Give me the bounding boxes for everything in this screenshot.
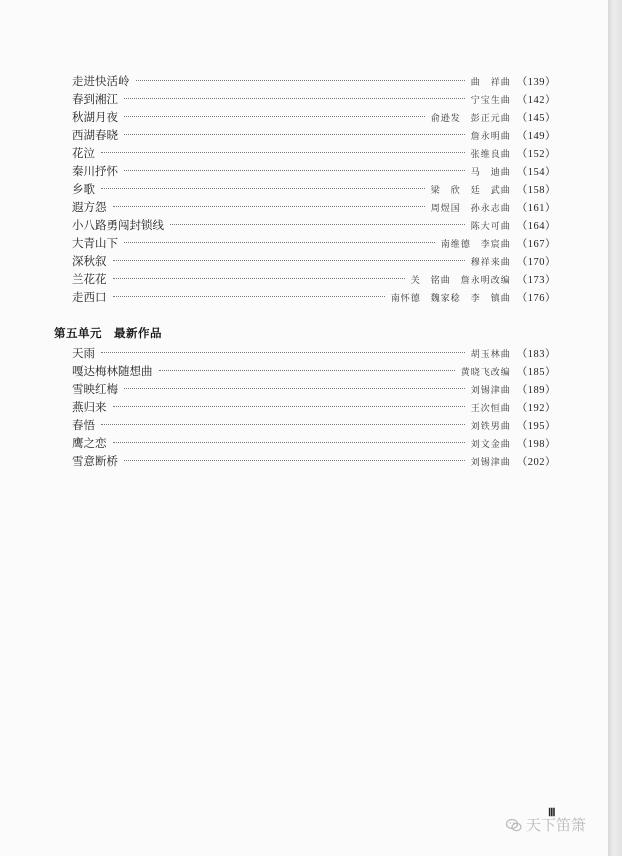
toc-entry[interactable] (72, 252, 556, 270)
composer-credit: 黄晓飞改编 (460, 368, 511, 378)
page-number: （173） (516, 275, 556, 286)
piece-title: 乡歌 (72, 182, 95, 196)
wechat-icon (506, 818, 522, 832)
toc-entry[interactable] (72, 90, 556, 108)
page-spine (608, 0, 622, 856)
composer-credit: 周煜国 孙永志曲 (430, 204, 511, 214)
composer-credit: 宁宝生曲 (470, 96, 511, 106)
dot-leader (124, 170, 465, 171)
page-number: （192） (516, 403, 556, 414)
dot-leader (101, 188, 425, 189)
toc-entry[interactable] (72, 288, 556, 306)
toc-list-unit-four (72, 72, 556, 306)
piece-title: 雪映红梅 (72, 382, 118, 396)
dot-leader (113, 206, 425, 207)
piece-title: 小八路勇闯封锁线 (72, 218, 164, 232)
page-number: （161） (516, 203, 556, 214)
piece-title: 燕归来 (72, 400, 107, 414)
piece-title: 秦川抒怀 (72, 164, 118, 178)
composer-credit: 张维良曲 (470, 150, 511, 160)
dot-leader (124, 388, 465, 389)
composer-credit: 刘铁男曲 (470, 422, 511, 432)
page-folio: Ⅲ (548, 807, 555, 819)
toc-list-unit-five (72, 344, 556, 470)
dot-leader (124, 242, 435, 243)
composer-credit: 南维德 李宸曲 (440, 240, 511, 250)
page-number: （198） (516, 439, 556, 450)
composer-credit: 俞逊发 彭正元曲 (430, 114, 511, 124)
toc-entry[interactable] (72, 198, 556, 216)
watermark-text: 天下笛箫 (526, 816, 587, 834)
toc-entry[interactable] (72, 380, 556, 398)
dot-leader (124, 460, 465, 461)
dot-leader (159, 370, 455, 371)
dot-leader (124, 116, 425, 117)
piece-title: 大青山下 (72, 236, 118, 250)
page-number: （176） (516, 293, 556, 304)
dot-leader (136, 80, 465, 81)
page-number: （195） (516, 421, 556, 432)
piece-title: 嘎达梅林随想曲 (72, 364, 153, 378)
piece-title: 花泣 (72, 146, 95, 160)
toc-entry[interactable] (72, 72, 556, 90)
piece-title: 雪意断桥 (72, 454, 118, 468)
toc-entry[interactable] (72, 144, 556, 162)
page-number: （189） (516, 385, 556, 396)
composer-credit: 刘文金曲 (470, 440, 511, 450)
dot-leader (113, 260, 465, 261)
piece-title: 遐方怨 (72, 200, 107, 214)
dot-leader (101, 152, 465, 153)
piece-title: 走进快活岭 (72, 74, 130, 88)
toc-entry[interactable] (72, 270, 556, 288)
composer-credit: 关 铭曲 詹永明改编 (410, 276, 511, 286)
toc-entry[interactable] (72, 108, 556, 126)
page-number: （142） (516, 95, 556, 106)
page-number: （152） (516, 149, 556, 160)
dot-leader (170, 224, 465, 225)
composer-credit: 梁 欣 廷 武曲 (430, 186, 511, 196)
toc-entry[interactable] (72, 162, 556, 180)
toc-entry[interactable] (72, 344, 556, 362)
dot-leader (101, 352, 465, 353)
page-number: （145） (516, 113, 556, 124)
piece-title: 兰花花 (72, 272, 107, 286)
composer-credit: 马 迪曲 (470, 168, 511, 178)
toc-entry[interactable] (72, 398, 556, 416)
page-number: （202） (516, 457, 556, 468)
dot-leader (113, 442, 465, 443)
watermark (506, 814, 586, 835)
toc-entry[interactable] (72, 126, 556, 144)
page-number: （154） (516, 167, 556, 178)
toc-entry[interactable] (72, 216, 556, 234)
toc-entry[interactable] (72, 180, 556, 198)
piece-title: 走西口 (72, 290, 107, 304)
toc-entry[interactable] (72, 416, 556, 434)
composer-credit: 胡玉林曲 (470, 350, 511, 360)
piece-title: 鹰之恋 (72, 436, 107, 450)
page-number: （164） (516, 221, 556, 232)
page-number: （185） (516, 367, 556, 378)
page-number: （167） (516, 239, 556, 250)
toc-entry[interactable] (72, 234, 556, 252)
composer-credit: 陈大可曲 (470, 222, 511, 232)
composer-credit: 南怀德 魏家稔 李 镇曲 (390, 294, 511, 304)
composer-credit: 穆祥来曲 (470, 258, 511, 268)
page-number: （170） (516, 257, 556, 268)
page-number: （158） (516, 185, 556, 196)
section-heading-unit-five: 第五单元 最新作品 (54, 326, 162, 340)
dot-leader (124, 134, 465, 135)
dot-leader (113, 406, 465, 407)
toc-entry[interactable] (72, 434, 556, 452)
dot-leader (113, 296, 385, 297)
piece-title: 深秋叙 (72, 254, 107, 268)
piece-title: 西湖春晓 (72, 128, 118, 142)
toc-entry[interactable] (72, 362, 556, 380)
page-number: （149） (516, 131, 556, 142)
dot-leader (113, 278, 405, 279)
piece-title: 秋湖月夜 (72, 110, 118, 124)
piece-title: 春悟 (72, 418, 95, 432)
dot-leader (124, 98, 465, 99)
piece-title: 春到湘江 (72, 92, 118, 106)
piece-title: 天雨 (72, 346, 95, 360)
composer-credit: 刘锡津曲 (470, 458, 511, 468)
composer-credit: 刘锡津曲 (470, 386, 511, 396)
composer-credit: 詹永明曲 (470, 132, 511, 142)
dot-leader (101, 424, 465, 425)
page-number: （139） (516, 77, 556, 88)
composer-credit: 王次恒曲 (470, 404, 511, 414)
composer-credit: 曲 祥曲 (470, 78, 511, 88)
toc-entry[interactable] (72, 452, 556, 470)
page-number: （183） (516, 349, 556, 360)
